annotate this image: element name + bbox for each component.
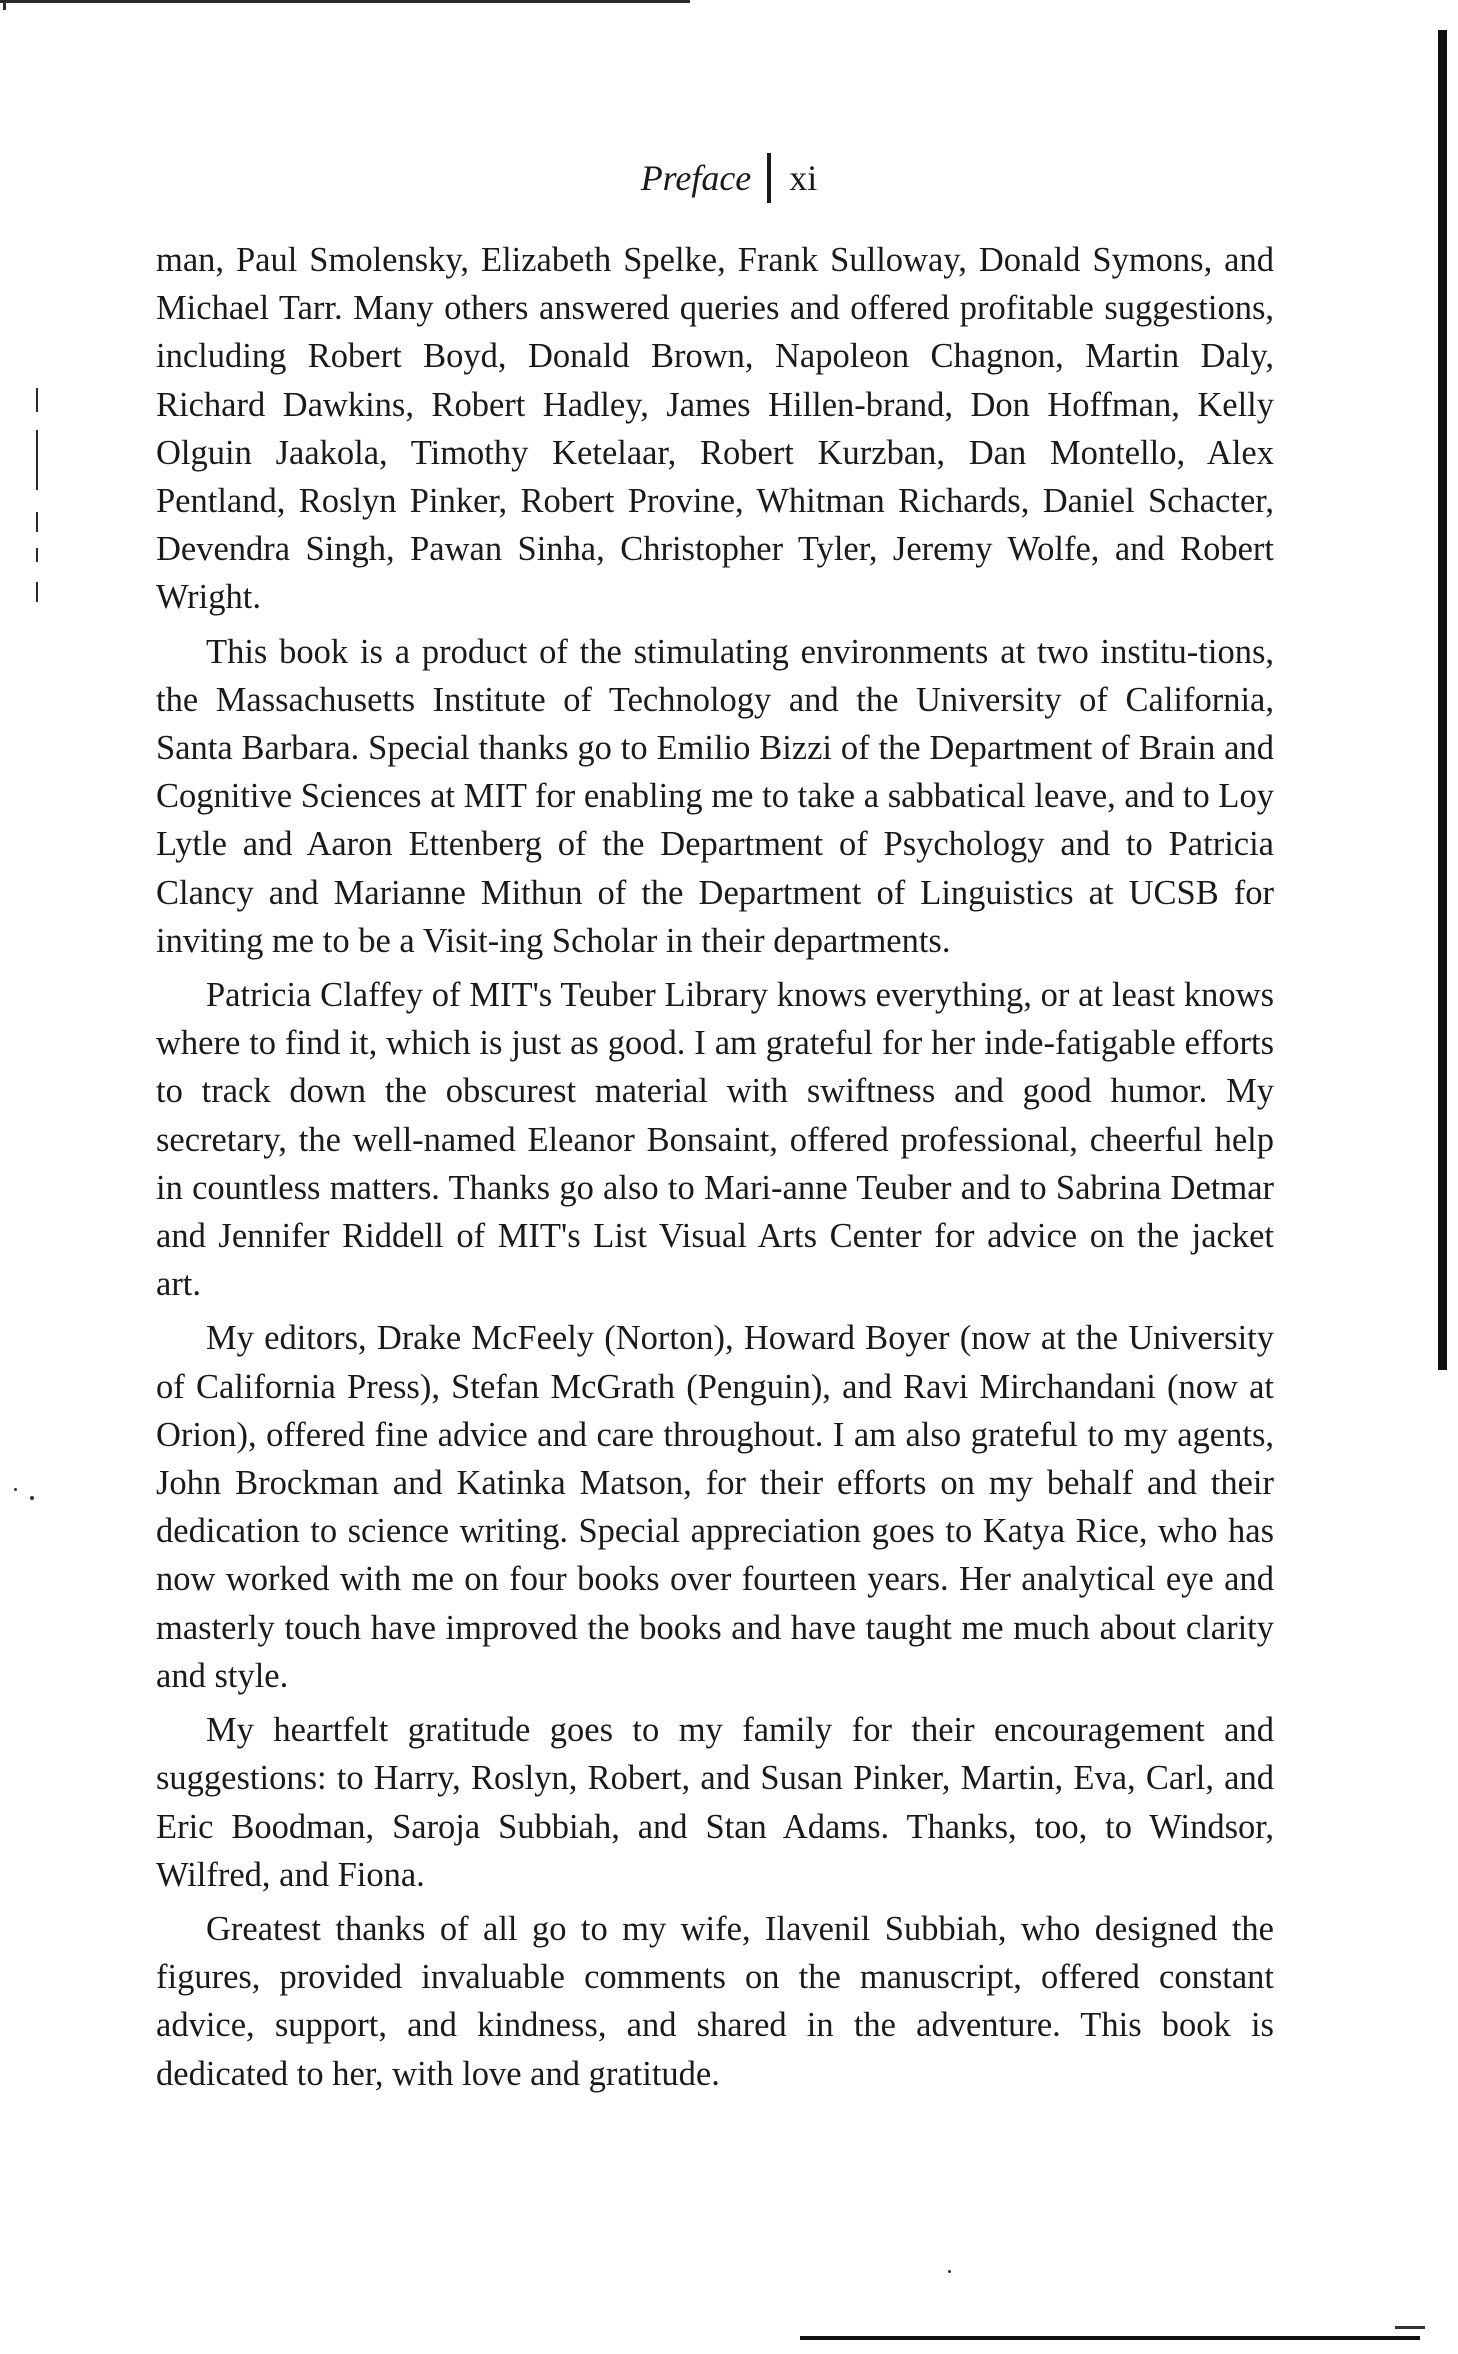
paragraph: My heartfelt gratitude goes to my family for their encouragement and suggestions: to Harry, Roslyn, Robert, and Susan Pinker, Martin, Eva, Carl, and Eric Boodman, Saroja Subbiah, and Stan Adams. Thanks, too, to Windsor, Wilfred, and Fiona. [156,1711,1274,1894]
paragraph: This book is a product of the stimulating environments at two institu-tions, the Massachusetts Institute of Technology and the University of California, Santa Barbara. Special thanks go to Emilio Bizzi of the Department of Brain and Cognitive Sciences at MIT for enabling me to take a sabbatical leave, and to Loy Lytle and Aaron Ettenberg of the Department of Psychology and to Patricia Clancy and Marianne Mithun of the Department of Linguistics at UCSB for inviting me to be a Visit-ing Scholar in their departments. [156,632,1274,960]
paragraph: Greatest thanks of all go to my wife, Ilavenil Subbiah, who designed the figures, provided invaluable comments on the manuscript, offered constant advice, support, and kindness, and shared in the adventure. This book is dedicated to her, with love and gratitude. [156,1909,1274,2093]
margin-mark [36,388,38,412]
scan-bottom-edge-mark [1395,2326,1425,2329]
scan-speck [14,1488,17,1491]
section-title: Preface [640,158,752,198]
scan-speck [948,2270,951,2273]
margin-mark [36,582,38,602]
scan-right-edge [1438,30,1447,1370]
page-number: xi [789,158,818,198]
scan-top-edge [0,0,690,3]
header-divider [767,153,771,203]
margin-mark [36,548,38,562]
paragraph: Patricia Claffey of MIT's Teuber Library knows everything, or at least knows where to find it, which is just as good. I am grateful for her inde-fatigable efforts to track down the obscurest material with swiftness and good humor. My secretary, the well-named Eleanor Bonsaint, offered professional, cheerful help in countless matters. Thanks go also to Mari-anne Teuber and to Sabrina Detmar and Jennifer Riddell of MIT's List Visual Arts Center for advice on the jacket art. [156,976,1274,1304]
scan-speck [30,1496,34,1500]
margin-mark [36,512,38,532]
scan-bottom-edge [800,2336,1420,2340]
scan-top-edge-tick [3,0,6,10]
paragraph: man, Paul Smolensky, Elizabeth Spelke, Frank Sulloway, Donald Symons, and Michael Tarr. Many others answered queries and offered profitable suggestions, including Robert Boyd, Donald Brown, Napoleon Chagnon, Martin Daly, Richard Dawkins, Robert Hadley, James Hillen-brand, Don Hoffman, Kelly Olguin Jaakola, Timothy Ketelaar, Robert Kurzban, Dan Montello, Alex Pentland, Roslyn Pinker, Robert Provine, Whitman Richards, Daniel Schacter, Devendra Singh, Pawan Sinha, Christopher Tyler, Jeremy Wolfe, and Robert Wright. [156,241,1274,617]
body-text [156,236,1274,2104]
running-head [0,150,1458,207]
margin-mark [36,430,38,490]
paragraph: My editors, Drake McFeely (Norton), Howard Boyer (now at the University of California Press), Stefan McGrath (Penguin), and Ravi Mirchandani (now at Orion), offered fine advice and care throughout. I am also grateful to my agents, John Brockman and Katinka Matson, for their efforts on my behalf and their dedication to science writing. Special appreciation goes to Katya Rice, who has now worked with me on four books over fourteen years. Her analytical eye and masterly touch have improved the books and have taught me much about clarity and style. [156,1319,1274,1695]
